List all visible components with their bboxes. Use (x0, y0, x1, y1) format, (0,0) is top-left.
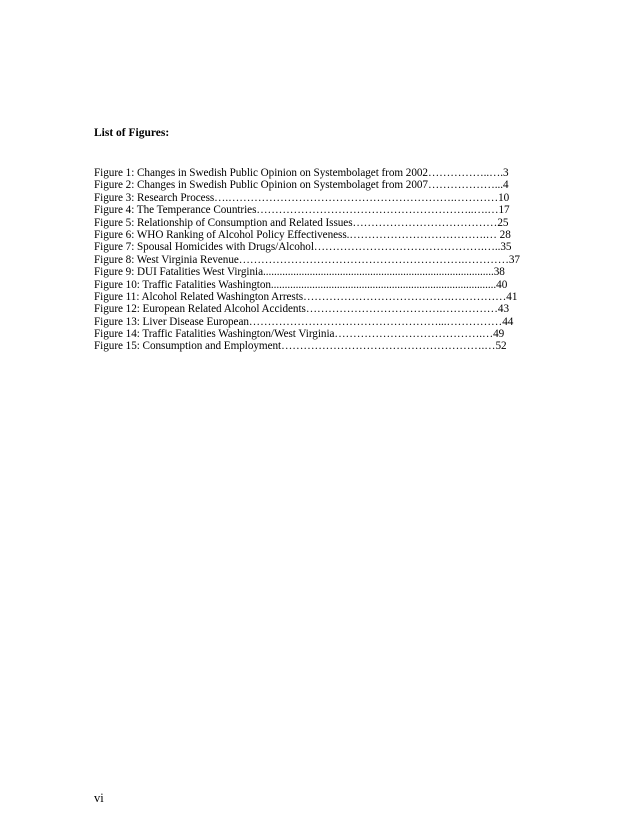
figure-entry-13: Figure 13: Liver Disease European……………………………………………...……………44 (94, 315, 514, 328)
figure-entry-6: Figure 6: WHO Ranking of Alcohol Policy Effectiveness.……………………………….… 28 (94, 228, 511, 241)
figure-entry-14: Figure 14: Traffic Fatalities Washington/West Virginia………………………………….…49 (94, 328, 505, 341)
figure-entry-10: Figure 10: Traffic Fatalities Washington..................................................................................40 (94, 278, 508, 291)
page-number: vi (94, 791, 104, 805)
figure-entry-11: Figure 11: Alcohol Related Washington Arrests………………………………….……………41 (94, 290, 518, 303)
figures-list (94, 167, 554, 353)
list-of-figures-heading: List of Figures: (94, 127, 170, 139)
figure-entry-8: Figure 8: West Virginia Revenue…………………………………………………….…………37 (94, 253, 520, 266)
figure-entry-5: Figure 5: Relationship of Consumption and Related Issues…………………………………25 (94, 216, 509, 229)
figure-entry-1: Figure 1: Changes in Swedish Public Opinion on Systembolaget from 2002……………..….3 (94, 167, 509, 179)
figure-entry-2: Figure 2: Changes in Swedish Public Opinion on Systembolaget from 2007………………...4 (94, 179, 509, 192)
figure-entry-15: Figure 15: Consumption and Employment……………………………………………….…52 (94, 340, 507, 353)
figure-entry-9: Figure 9: DUI Fatalities West Virginia....................................................................................38 (94, 266, 505, 279)
figure-entry-12: Figure 12: European Related Alcohol Accidents……………………………….……………43 (94, 303, 509, 316)
figure-entry-7: Figure 7: Spousal Homicides with Drugs/Alcohol……………………………………….…..35 (94, 241, 512, 254)
figure-entry-3: Figure 3: Research Process….…………………………………………………….…………10 (94, 191, 510, 204)
figure-entry-4: Figure 4: The Temperance Countries…………………………………………………..….…17 (94, 204, 510, 217)
